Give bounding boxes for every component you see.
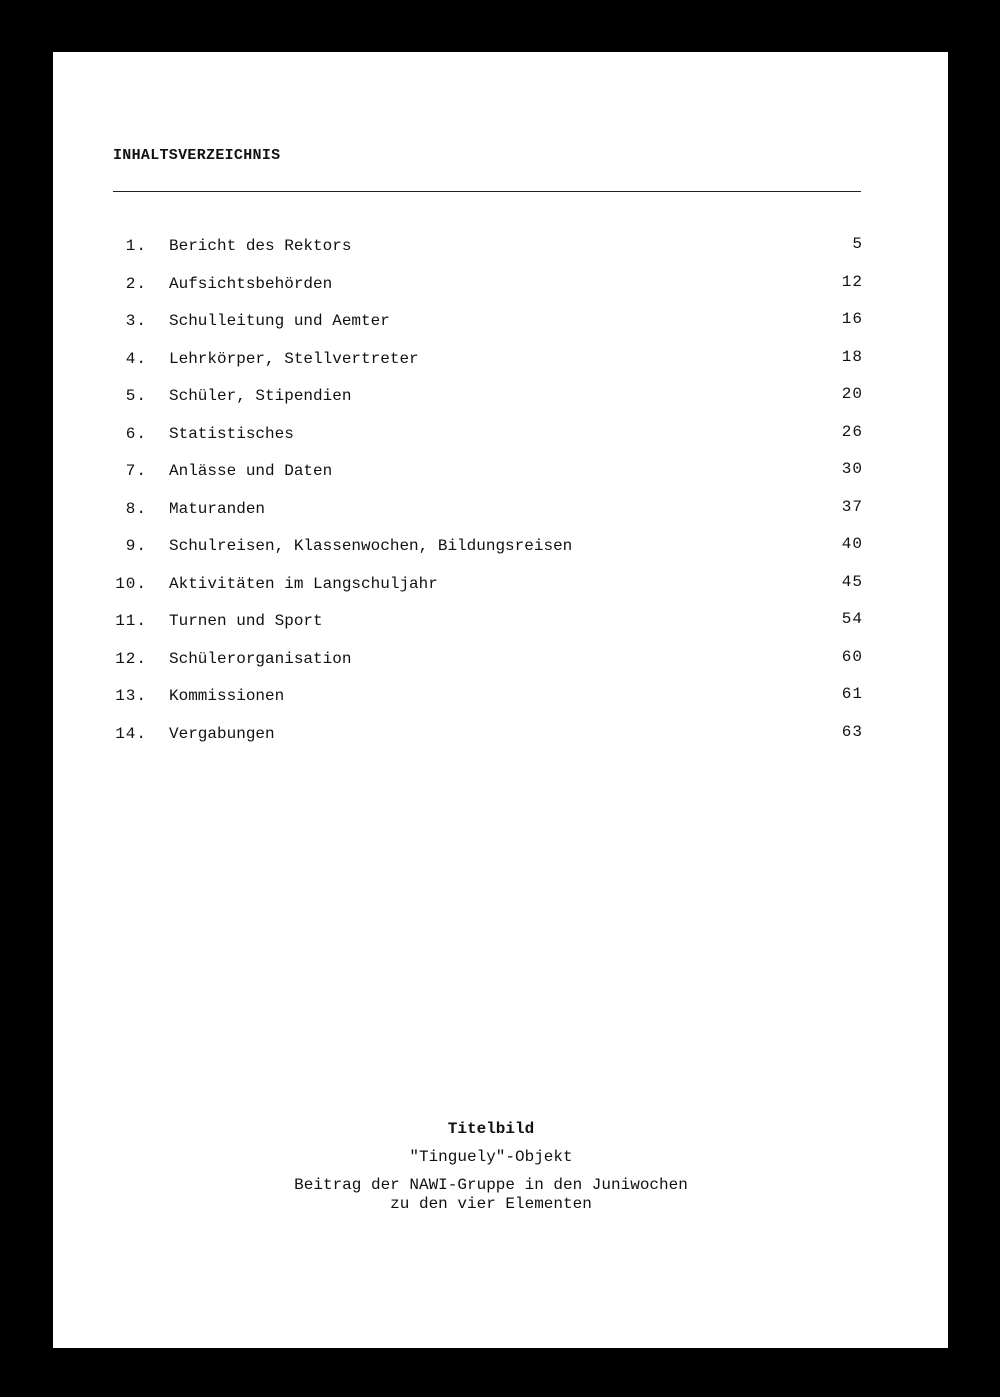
toc-entry xyxy=(113,537,865,575)
toc-page: 20 xyxy=(841,385,863,403)
toc-number: 5. xyxy=(125,387,147,405)
toc-number: 8. xyxy=(125,499,147,518)
heading-divider xyxy=(113,191,861,192)
toc-page: 18 xyxy=(841,347,863,366)
toc-title: Vergabungen xyxy=(169,724,275,743)
toc-entry xyxy=(113,237,865,275)
toc-number: 6. xyxy=(125,424,147,443)
toc-number: 7. xyxy=(125,462,147,480)
toc-entry xyxy=(113,647,865,688)
toc-title: Anlässe und Daten xyxy=(169,462,333,480)
toc-entry xyxy=(113,722,865,763)
toc-title: Schulreisen, Klassenwochen, Bildungsreisen xyxy=(169,537,573,555)
toc-entry xyxy=(113,497,865,538)
toc-title: Maturanden xyxy=(169,499,266,518)
toc-entry xyxy=(113,612,865,650)
table-of-contents xyxy=(113,237,865,762)
toc-page: 12 xyxy=(841,272,863,291)
caption-title: Titelbild xyxy=(447,1120,535,1138)
toc-number: 2. xyxy=(125,274,147,293)
toc-entry xyxy=(113,387,865,425)
caption-line-2: zu den vier Elementen xyxy=(390,1195,592,1213)
cover-caption xyxy=(53,1120,929,1214)
toc-entry xyxy=(113,347,865,388)
toc-title: Schüler, Stipendien xyxy=(169,387,352,405)
toc-number: 12. xyxy=(115,649,147,668)
toc-title: Turnen und Sport xyxy=(169,612,323,630)
toc-page: 60 xyxy=(841,647,863,666)
toc-number: 9. xyxy=(125,537,147,555)
toc-page: 54 xyxy=(841,610,863,628)
toc-number: 11. xyxy=(115,612,147,630)
toc-title: Aktivitäten im Langschuljahr xyxy=(169,574,438,593)
toc-title: Kommissionen xyxy=(169,687,285,705)
toc-title: Lehrkörper, Stellvertreter xyxy=(169,349,419,368)
toc-title: Statistisches xyxy=(169,424,294,443)
toc-entry xyxy=(113,312,865,350)
toc-page: 30 xyxy=(841,460,863,478)
toc-number: 4. xyxy=(125,349,147,368)
toc-page: 63 xyxy=(841,722,863,741)
toc-number: 14. xyxy=(115,724,147,743)
toc-title: Schulleitung und Aemter xyxy=(169,312,390,330)
toc-entry xyxy=(113,572,865,613)
page-title: INHALTSVERZEICHNIS xyxy=(113,147,281,164)
toc-page: 26 xyxy=(841,422,863,441)
toc-title: Schülerorganisation xyxy=(169,649,352,668)
toc-title: Bericht des Rektors xyxy=(169,237,352,255)
toc-number: 10. xyxy=(115,574,147,593)
toc-page: 40 xyxy=(841,535,863,553)
toc-page: 37 xyxy=(841,497,863,516)
toc-page: 5 xyxy=(852,235,863,253)
toc-entry xyxy=(113,687,865,725)
caption-line-1: Beitrag der NAWI-Gruppe in den Juniwochen xyxy=(294,1176,688,1194)
toc-number: 3. xyxy=(125,312,147,330)
toc-number: 1. xyxy=(125,237,147,255)
toc-page: 45 xyxy=(841,572,863,591)
toc-entry xyxy=(113,462,865,500)
toc-number: 13. xyxy=(115,687,147,705)
toc-page: 61 xyxy=(841,685,863,703)
toc-entry xyxy=(113,272,865,313)
toc-entry xyxy=(113,422,865,463)
toc-title: Aufsichtsbehörden xyxy=(169,274,333,293)
caption-object: "Tinguely"-Objekt xyxy=(409,1148,573,1166)
toc-page: 16 xyxy=(841,310,863,328)
document-page xyxy=(53,52,948,1348)
